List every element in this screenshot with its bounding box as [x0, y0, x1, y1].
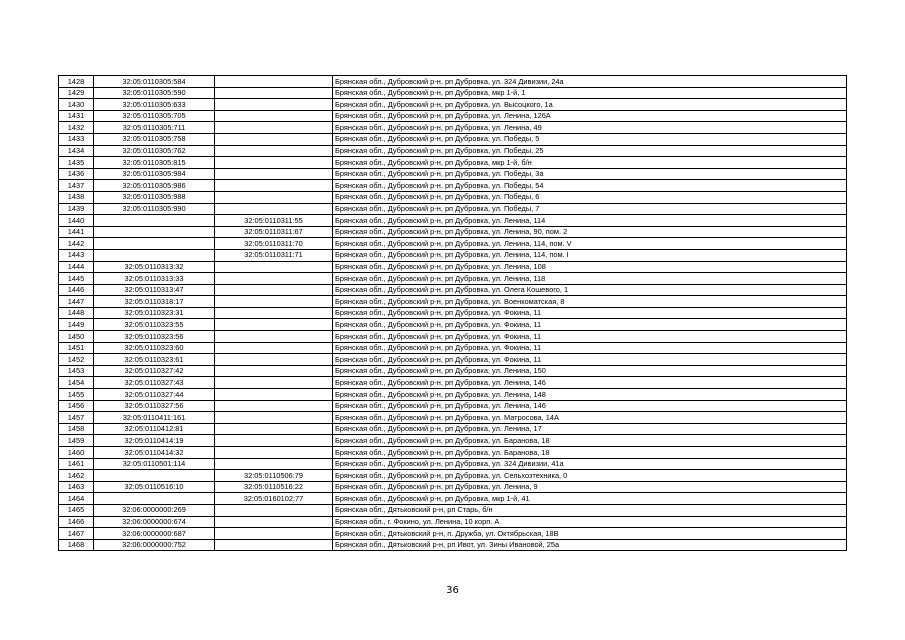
address-cell: Брянская обл., г. Фокино, ул. Ленина, 10 корп. А [333, 516, 847, 528]
row-number-cell: 1440 [59, 215, 94, 227]
row-number-cell: 1467 [59, 528, 94, 540]
table-row [59, 133, 847, 145]
address-cell: Брянская обл., Дубровский р-н, рп Дубровка, ул. Ленина, 114 [333, 215, 847, 227]
table-row [59, 273, 847, 285]
table-row [59, 307, 847, 319]
related-cadastral-number-cell [215, 99, 333, 111]
table-row [59, 226, 847, 238]
table-row [59, 168, 847, 180]
related-cadastral-number-cell [215, 284, 333, 296]
related-cadastral-number-cell [215, 365, 333, 377]
table-row [59, 76, 847, 88]
cadastral-number-cell: 32:06:0000000:752 [94, 539, 215, 551]
row-number-cell: 1458 [59, 423, 94, 435]
row-number-cell: 1462 [59, 470, 94, 482]
row-number-cell: 1466 [59, 516, 94, 528]
row-number-cell: 1431 [59, 110, 94, 122]
row-number-cell: 1464 [59, 493, 94, 505]
related-cadastral-number-cell [215, 122, 333, 134]
related-cadastral-number-cell [215, 400, 333, 412]
cadastral-number-cell: 32:05:0110305:762 [94, 145, 215, 157]
address-cell: Брянская обл., Дятьковский р-н, рп Старь, б/н [333, 504, 847, 516]
cadastral-number-cell: 32:06:0000000:687 [94, 528, 215, 540]
address-cell: Брянская обл., Дубровский р-н, рп Дубровка, ул. Ленина, 114, пом. I [333, 249, 847, 261]
row-number-cell: 1439 [59, 203, 94, 215]
related-cadastral-number-cell [215, 273, 333, 285]
related-cadastral-number-cell: 32:05:0110311:67 [215, 226, 333, 238]
related-cadastral-number-cell [215, 331, 333, 343]
related-cadastral-number-cell [215, 528, 333, 540]
cadastral-number-cell: 32:05:0110305:815 [94, 157, 215, 169]
address-cell: Брянская обл., Дубровский р-н, рп Дубровка, ул. Ленина, 118 [333, 273, 847, 285]
table-row [59, 516, 847, 528]
table-row [59, 354, 847, 366]
row-number-cell: 1451 [59, 342, 94, 354]
table-row [59, 296, 847, 308]
address-cell: Брянская обл., Дубровский р-н, рп Дубровка, ул. Фокина, 11 [333, 342, 847, 354]
cadastral-number-cell: 32:05:0110323:56 [94, 331, 215, 343]
row-number-cell: 1441 [59, 226, 94, 238]
address-cell: Брянская обл., Дубровский р-н, рп Дубровка, ул. Ленина, 49 [333, 122, 847, 134]
address-cell: Брянская обл., Дятьковский р-н, п. Дружба, ул. Октябрьская, 18В [333, 528, 847, 540]
row-number-cell: 1436 [59, 168, 94, 180]
related-cadastral-number-cell [215, 412, 333, 424]
row-number-cell: 1453 [59, 365, 94, 377]
address-cell: Брянская обл., Дубровский р-н, рп Дубровка, ул. Победы, 5 [333, 133, 847, 145]
address-cell: Брянская обл., Дубровский р-н, рп Дубровка, мкр 1-й, б/н [333, 157, 847, 169]
row-number-cell: 1438 [59, 191, 94, 203]
row-number-cell: 1450 [59, 331, 94, 343]
table-row [59, 215, 847, 227]
related-cadastral-number-cell [215, 342, 333, 354]
address-cell: Брянская обл., Дубровский р-н, рп Дубровка, ул. Ленина, 126А [333, 110, 847, 122]
cadastral-number-cell: 32:05:0110305:633 [94, 99, 215, 111]
cadastral-number-cell: 32:05:0110305:584 [94, 76, 215, 88]
row-number-cell: 1452 [59, 354, 94, 366]
table-row [59, 365, 847, 377]
table-body [59, 76, 847, 551]
row-number-cell: 1445 [59, 273, 94, 285]
row-number-cell: 1455 [59, 389, 94, 401]
row-number-cell: 1459 [59, 435, 94, 447]
row-number-cell: 1442 [59, 238, 94, 250]
table-row [59, 470, 847, 482]
address-cell: Брянская обл., Дубровский р-н, рп Дубровка, ул. Матросова, 14А [333, 412, 847, 424]
related-cadastral-number-cell [215, 539, 333, 551]
row-number-cell: 1430 [59, 99, 94, 111]
related-cadastral-number-cell [215, 307, 333, 319]
row-number-cell: 1457 [59, 412, 94, 424]
related-cadastral-number-cell [215, 110, 333, 122]
table-row [59, 319, 847, 331]
related-cadastral-number-cell [215, 377, 333, 389]
table-row [59, 412, 847, 424]
cadastral-number-cell: 32:05:0110327:56 [94, 400, 215, 412]
cadastral-number-cell [94, 249, 215, 261]
row-number-cell: 1468 [59, 539, 94, 551]
address-cell: Брянская обл., Дубровский р-н, рп Дубровка, ул. Фокина, 11 [333, 307, 847, 319]
property-registry-table [58, 75, 847, 551]
address-cell: Брянская обл., Дубровский р-н, рп Дубровка, ул. Победы, 7 [333, 203, 847, 215]
cadastral-number-cell: 32:05:0110305:705 [94, 110, 215, 122]
related-cadastral-number-cell: 32:05:0110506:79 [215, 470, 333, 482]
related-cadastral-number-cell [215, 296, 333, 308]
table-row [59, 481, 847, 493]
related-cadastral-number-cell: 32:05:0160102:77 [215, 493, 333, 505]
table-row [59, 539, 847, 551]
row-number-cell: 1437 [59, 180, 94, 192]
cadastral-number-cell: 32:05:0110313:47 [94, 284, 215, 296]
related-cadastral-number-cell [215, 76, 333, 88]
related-cadastral-number-cell [215, 319, 333, 331]
related-cadastral-number-cell [215, 435, 333, 447]
cadastral-number-cell: 32:05:0110412:81 [94, 423, 215, 435]
table-row [59, 99, 847, 111]
cadastral-number-cell: 32:05:0110516:10 [94, 481, 215, 493]
row-number-cell: 1429 [59, 87, 94, 99]
address-cell: Брянская обл., Дубровский р-н, рп Дубровка, ул. 324 Дивизии, 41а [333, 458, 847, 470]
address-cell: Брянская обл., Дубровский р-н, рп Дубровка, ул. Победы, 3а [333, 168, 847, 180]
cadastral-number-cell: 32:05:0110323:61 [94, 354, 215, 366]
related-cadastral-number-cell [215, 87, 333, 99]
address-cell: Брянская обл., Дятьковский р-н, рп Ивот, ул. Зины Ивановой, 25а [333, 539, 847, 551]
related-cadastral-number-cell: 32:05:0110311:55 [215, 215, 333, 227]
related-cadastral-number-cell [215, 203, 333, 215]
address-cell: Брянская обл., Дубровский р-н, рп Дубровка, ул. Ленина, 148 [333, 389, 847, 401]
table-row [59, 377, 847, 389]
table-row [59, 493, 847, 505]
address-cell: Брянская обл., Дубровский р-н, рп Дубровка, ул. Фокина, 11 [333, 319, 847, 331]
related-cadastral-number-cell [215, 261, 333, 273]
row-number-cell: 1456 [59, 400, 94, 412]
table-row [59, 331, 847, 343]
cadastral-number-cell: 32:05:0110305:590 [94, 87, 215, 99]
address-cell: Брянская обл., Дубровский р-н, рп Дубровка, ул. Фокина, 11 [333, 331, 847, 343]
row-number-cell: 1428 [59, 76, 94, 88]
related-cadastral-number-cell [215, 180, 333, 192]
row-number-cell: 1465 [59, 504, 94, 516]
cadastral-number-cell [94, 238, 215, 250]
row-number-cell: 1433 [59, 133, 94, 145]
address-cell: Брянская обл., Дубровский р-н, рп Дубровка, ул. Баранова, 18 [333, 447, 847, 459]
page-number: 36 [446, 585, 459, 596]
related-cadastral-number-cell [215, 168, 333, 180]
related-cadastral-number-cell [215, 389, 333, 401]
cadastral-number-cell: 32:05:0110318:17 [94, 296, 215, 308]
row-number-cell: 1460 [59, 447, 94, 459]
table-row [59, 87, 847, 99]
table-row [59, 435, 847, 447]
related-cadastral-number-cell [215, 447, 333, 459]
address-cell: Брянская обл., Дубровский р-н, рп Дубровка, ул. 324 Дивизии, 24а [333, 76, 847, 88]
address-cell: Брянская обл., Дубровский р-н, рп Дубровка, ул. Ленина, 108 [333, 261, 847, 273]
related-cadastral-number-cell [215, 516, 333, 528]
row-number-cell: 1434 [59, 145, 94, 157]
row-number-cell: 1463 [59, 481, 94, 493]
address-cell: Брянская обл., Дубровский р-н, рп Дубровка, ул. Военкоматская, 8 [333, 296, 847, 308]
row-number-cell: 1446 [59, 284, 94, 296]
cadastral-number-cell: 32:05:0110305:711 [94, 122, 215, 134]
row-number-cell: 1443 [59, 249, 94, 261]
address-cell: Брянская обл., Дубровский р-н, рп Дубровка, ул. Ленина, 90, пом. 2 [333, 226, 847, 238]
table-row [59, 400, 847, 412]
cadastral-number-cell [94, 226, 215, 238]
address-cell: Брянская обл., Дубровский р-н, рп Дубровка, ул. Фокина, 11 [333, 354, 847, 366]
address-cell: Брянская обл., Дубровский р-н, рп Дубровка, ул. Баранова, 18 [333, 435, 847, 447]
cadastral-number-cell: 32:05:0110411:161 [94, 412, 215, 424]
related-cadastral-number-cell [215, 191, 333, 203]
table-row [59, 342, 847, 354]
address-cell: Брянская обл., Дубровский р-н, рп Дубровка, ул. Ленина, 146 [333, 377, 847, 389]
address-cell: Брянская обл., Дубровский р-н, рп Дубровка, ул. Высоцкого, 1а [333, 99, 847, 111]
table-row [59, 157, 847, 169]
address-cell: Брянская обл., Дубровский р-н, рп Дубровка, ул. Ленина, 114, пом. V [333, 238, 847, 250]
cadastral-number-cell: 32:05:0110305:990 [94, 203, 215, 215]
cadastral-number-cell: 32:05:0110323:31 [94, 307, 215, 319]
address-cell: Брянская обл., Дубровский р-н, рп Дубровка, мкр 1-й, 1 [333, 87, 847, 99]
related-cadastral-number-cell [215, 157, 333, 169]
cadastral-number-cell [94, 215, 215, 227]
row-number-cell: 1448 [59, 307, 94, 319]
table-row [59, 203, 847, 215]
cadastral-number-cell: 32:05:0110305:758 [94, 133, 215, 145]
address-cell: Брянская обл., Дубровский р-н, рп Дубровка, ул. Ленина, 17 [333, 423, 847, 435]
row-number-cell: 1435 [59, 157, 94, 169]
table-row [59, 110, 847, 122]
row-number-cell: 1461 [59, 458, 94, 470]
related-cadastral-number-cell [215, 504, 333, 516]
related-cadastral-number-cell [215, 458, 333, 470]
row-number-cell: 1432 [59, 122, 94, 134]
table-row [59, 504, 847, 516]
cadastral-number-cell: 32:05:0110313:33 [94, 273, 215, 285]
cadastral-number-cell: 32:06:0000000:269 [94, 504, 215, 516]
cadastral-number-cell: 32:05:0110327:42 [94, 365, 215, 377]
address-cell: Брянская обл., Дубровский р-н, рп Дубровка, ул. Ленина, 9 [333, 481, 847, 493]
table-row [59, 238, 847, 250]
cadastral-number-cell [94, 470, 215, 482]
table-row [59, 528, 847, 540]
table-row [59, 389, 847, 401]
cadastral-number-cell: 32:05:0110414:32 [94, 447, 215, 459]
related-cadastral-number-cell: 32:05:0110311:70 [215, 238, 333, 250]
address-cell: Брянская обл., Дубровский р-н, рп Дубровка, ул. Победы, 25 [333, 145, 847, 157]
table-row [59, 261, 847, 273]
table-row [59, 122, 847, 134]
cadastral-number-cell: 32:05:0110327:43 [94, 377, 215, 389]
table-row [59, 191, 847, 203]
cadastral-number-cell: 32:05:0110501:114 [94, 458, 215, 470]
cadastral-number-cell: 32:05:0110305:988 [94, 191, 215, 203]
table-row [59, 284, 847, 296]
cadastral-number-cell: 32:05:0110305:986 [94, 180, 215, 192]
address-cell: Брянская обл., Дубровский р-н, рп Дубровка, ул. Олега Кошевого, 1 [333, 284, 847, 296]
row-number-cell: 1449 [59, 319, 94, 331]
address-cell: Брянская обл., Дубровский р-н, рп Дубровка, ул. Победы, 54 [333, 180, 847, 192]
address-cell: Брянская обл., Дубровский р-н, рп Дубровка, ул. Ленина, 146 [333, 400, 847, 412]
row-number-cell: 1447 [59, 296, 94, 308]
table-row [59, 458, 847, 470]
cadastral-number-cell: 32:06:0000000:674 [94, 516, 215, 528]
row-number-cell: 1444 [59, 261, 94, 273]
table-row [59, 423, 847, 435]
cadastral-number-cell: 32:05:0110327:44 [94, 389, 215, 401]
row-number-cell: 1454 [59, 377, 94, 389]
cadastral-number-cell: 32:05:0110323:60 [94, 342, 215, 354]
address-cell: Брянская обл., Дубровский р-н, рп Дубровка, ул. Ленина, 150 [333, 365, 847, 377]
cadastral-number-cell: 32:05:0110323:55 [94, 319, 215, 331]
related-cadastral-number-cell [215, 133, 333, 145]
related-cadastral-number-cell: 32:05:0110311:71 [215, 249, 333, 261]
table-row [59, 145, 847, 157]
related-cadastral-number-cell: 32:05:0110516:22 [215, 481, 333, 493]
related-cadastral-number-cell [215, 145, 333, 157]
cadastral-number-cell [94, 493, 215, 505]
address-cell: Брянская обл., Дубровский р-н, рп Дубровка, ул. Победы, 6 [333, 191, 847, 203]
related-cadastral-number-cell [215, 354, 333, 366]
related-cadastral-number-cell [215, 423, 333, 435]
address-cell: Брянская обл., Дубровский р-н, рп Дубровка, ул. Сельхозтехника, 0 [333, 470, 847, 482]
cadastral-number-cell: 32:05:0110414:19 [94, 435, 215, 447]
table-row [59, 447, 847, 459]
cadastral-number-cell: 32:05:0110305:984 [94, 168, 215, 180]
table-row [59, 180, 847, 192]
table-row [59, 249, 847, 261]
cadastral-number-cell: 32:05:0110313:32 [94, 261, 215, 273]
address-cell: Брянская обл., Дубровский р-н, рп Дубровка, мкр 1-й, 41 [333, 493, 847, 505]
